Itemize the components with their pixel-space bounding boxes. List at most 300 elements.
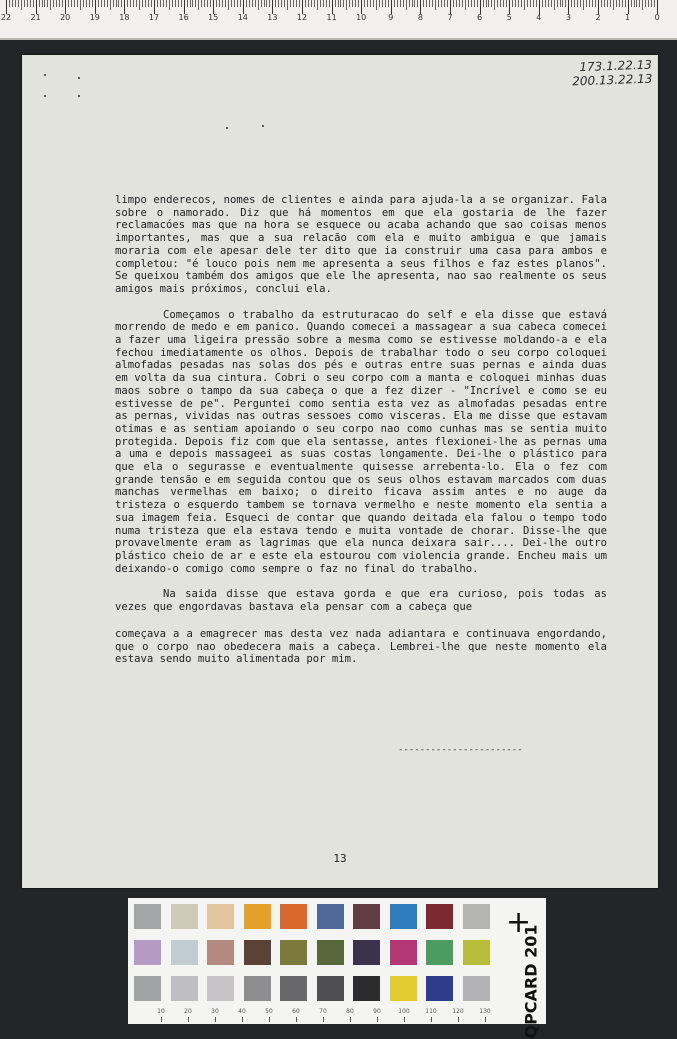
ruler-minor-tick — [77, 0, 78, 7]
ruler-minor-tick — [269, 0, 270, 7]
ruler-minor-tick — [190, 0, 191, 7]
ruler-minor-tick — [172, 0, 173, 7]
ruler-minor-tick — [642, 0, 643, 10]
color-swatch — [390, 904, 417, 929]
ruler-minor-tick — [163, 0, 164, 7]
archive-reference-codes — [571, 58, 652, 89]
ruler-minor-tick — [551, 0, 552, 7]
reference-code: 200.13.22.13 — [571, 71, 653, 89]
ruler-minor-tick — [486, 0, 487, 7]
ruler-major-tick — [480, 0, 481, 14]
ruler-minor-tick — [255, 0, 256, 7]
ruler-minor-tick — [488, 0, 489, 7]
color-swatch — [353, 940, 380, 965]
color-calibration-card — [128, 898, 546, 1039]
ruler-minor-tick — [201, 0, 202, 7]
document-page — [22, 55, 658, 888]
ruler-minor-tick — [500, 0, 501, 7]
card-scale-label: 130 — [479, 1008, 491, 1015]
ruler-minor-tick — [311, 0, 312, 7]
color-swatch — [426, 904, 453, 929]
ruler-minor-tick — [178, 0, 179, 7]
ruler-minor-tick — [616, 0, 617, 7]
ruler-minor-tick — [27, 0, 28, 7]
ruler-minor-tick — [33, 0, 34, 7]
ruler-minor-tick — [530, 0, 531, 7]
ruler-minor-tick — [571, 0, 572, 7]
card-scale-tick — [242, 1017, 243, 1022]
ruler-minor-tick — [651, 0, 652, 7]
ruler-minor-tick — [42, 0, 43, 7]
ruler-minor-tick — [601, 0, 602, 7]
ruler-minor-tick — [53, 0, 54, 7]
color-swatch — [463, 976, 490, 1001]
ruler-minor-tick — [625, 0, 626, 7]
card-logo: QPCARD 201 — [521, 924, 541, 1039]
ruler-minor-tick — [518, 0, 519, 7]
ruler-minor-tick — [545, 0, 546, 7]
card-scale-label: 30 — [211, 1008, 219, 1015]
ruler-major-tick — [243, 0, 244, 14]
ruler-major-tick — [302, 0, 303, 14]
ruler-minor-tick — [290, 0, 291, 7]
ruler-minor-tick — [62, 0, 63, 7]
ruler-minor-tick — [592, 0, 593, 7]
ruler-minor-tick — [536, 0, 537, 7]
card-scale-label: 120 — [452, 1008, 464, 1015]
ruler-minor-tick — [142, 0, 143, 7]
ruler-minor-tick — [477, 0, 478, 7]
color-swatch — [171, 904, 198, 929]
ruler-minor-tick — [385, 0, 386, 7]
color-swatch — [463, 904, 490, 929]
ruler-label: 1 — [625, 13, 631, 22]
ruler-minor-tick — [589, 0, 590, 7]
ruler-minor-tick — [512, 0, 513, 7]
paragraph: começava a a emagrecer mas desta vez nada adiantara e continuava engordando, que o corpo nao obedecera mais a cabeça. Lembrei-lhe que neste momento ela estava sendo muito alimentada por mim. — [115, 627, 607, 666]
ruler-minor-tick — [59, 0, 60, 7]
ruler-minor-tick — [497, 0, 498, 7]
paragraph: limpo enderecos, nomes de clientes e ainda para ajuda-la a se organizar. Fala sobre o namorado. Diz que há momentos em que ela gostaria de lhe fazer reclamacóes mas que na hora se esquece ou acaba achando que sao coisas menos importantes, mas que a sua relacão com ela e muito ambigua e que jamais moraria com ele apesar dele ter dito que ia construir uma casa para ambos e completou: "é louco pois nem me apresenta a seus filhos e faz estes planos". Se queixou também dos amigos que ele lhe apresenta, nao sao realmente os seus amigos mais próximos, conclui ela. — [115, 194, 607, 295]
punch-mark — [78, 77, 80, 79]
ruler-minor-tick — [24, 0, 25, 7]
card-scale-label: 110 — [425, 1008, 437, 1015]
ruler-minor-tick — [252, 0, 253, 7]
ruler-minor-tick — [456, 0, 457, 7]
ruler-major-tick — [568, 0, 569, 14]
ruler-minor-tick — [219, 0, 220, 7]
color-swatch — [463, 940, 490, 965]
ruler-minor-tick — [104, 0, 105, 7]
ruler-minor-tick — [604, 0, 605, 7]
ruler-minor-tick — [83, 0, 84, 7]
ruler-minor-tick — [166, 0, 167, 7]
color-swatch — [317, 904, 344, 929]
ruler-minor-tick — [459, 0, 460, 7]
card-scale-label: 20 — [184, 1008, 192, 1015]
ruler-minor-tick — [610, 0, 611, 7]
color-swatch — [207, 940, 234, 965]
ruler-minor-tick — [494, 0, 495, 10]
ruler-major-tick — [450, 0, 451, 14]
ruler-label: 16 — [178, 13, 189, 22]
ruler-minor-tick — [86, 0, 87, 7]
ruler-minor-tick — [136, 0, 137, 7]
ruler-major-tick — [332, 0, 333, 14]
typed-underline: ----------------------- — [398, 745, 523, 755]
ruler-minor-tick — [560, 0, 561, 7]
ruler-minor-tick — [21, 0, 22, 10]
ruler-minor-tick — [133, 0, 134, 7]
card-scale — [134, 1008, 492, 1022]
crosshair-icon: + — [506, 905, 532, 940]
punch-mark — [44, 74, 46, 76]
ruler-minor-tick — [373, 0, 374, 7]
ruler-minor-tick — [364, 0, 365, 7]
ruler-major-tick — [154, 0, 155, 14]
ruler-major-tick — [598, 0, 599, 14]
color-swatch — [317, 940, 344, 965]
ruler-minor-tick — [352, 0, 353, 7]
color-swatch — [134, 904, 161, 929]
ruler-label: 15 — [208, 13, 219, 22]
ruler-minor-tick — [266, 0, 267, 7]
ruler-label: 20 — [60, 13, 71, 22]
color-swatch — [390, 976, 417, 1001]
ruler-minor-tick — [195, 0, 196, 7]
card-scale-label: 70 — [319, 1008, 327, 1015]
ruler-minor-tick — [577, 0, 578, 7]
ruler-minor-tick — [116, 0, 117, 7]
ruler-minor-tick — [648, 0, 649, 7]
ruler-minor-tick — [414, 0, 415, 7]
color-swatch — [134, 940, 161, 965]
card-scale-tick — [161, 1017, 162, 1022]
ruler-minor-tick — [634, 0, 635, 7]
ruler-label: 12 — [296, 13, 308, 22]
color-swatch — [280, 976, 307, 1001]
ruler-minor-tick — [98, 0, 99, 7]
ruler-minor-tick — [515, 0, 516, 7]
ruler-minor-tick — [92, 0, 93, 7]
ruler-major-tick — [95, 0, 96, 14]
ruler-label: 8 — [417, 13, 423, 22]
ruler-major-tick — [272, 0, 273, 14]
ruler-minor-tick — [249, 0, 250, 7]
ruler-minor-tick — [447, 0, 448, 7]
ruler-minor-tick — [613, 0, 614, 10]
ruler-minor-tick — [586, 0, 587, 7]
typed-text-body — [115, 194, 607, 679]
ruler-minor-tick — [636, 0, 637, 7]
ruler-minor-tick — [145, 0, 146, 7]
ruler-minor-tick — [240, 0, 241, 7]
ruler-minor-tick — [323, 0, 324, 7]
ruler-major-tick — [361, 0, 362, 14]
ruler-minor-tick — [622, 0, 623, 7]
color-swatch — [207, 904, 234, 929]
ruler-label: 19 — [89, 13, 100, 22]
card-scale-label: 10 — [157, 1008, 165, 1015]
ruler-label: 22 — [0, 13, 12, 22]
ruler-minor-tick — [565, 0, 566, 7]
ruler-minor-tick — [9, 0, 10, 7]
ruler-minor-tick — [169, 0, 170, 10]
ruler-minor-tick — [426, 0, 427, 7]
ruler-label: 6 — [477, 13, 483, 22]
ruler-major-tick — [6, 0, 7, 14]
ruler-minor-tick — [429, 0, 430, 7]
color-swatch — [171, 940, 198, 965]
ruler-minor-tick — [326, 0, 327, 7]
ruler-minor-tick — [367, 0, 368, 7]
ruler-minor-tick — [101, 0, 102, 7]
ruler-minor-tick — [258, 0, 259, 10]
page-number: 13 — [333, 852, 347, 865]
ruler-minor-tick — [506, 0, 507, 7]
ruler-minor-tick — [187, 0, 188, 7]
ruler-minor-tick — [287, 0, 288, 10]
ruler-major-tick — [628, 0, 629, 14]
ruler-minor-tick — [444, 0, 445, 7]
ruler-minor-tick — [432, 0, 433, 7]
ruler-minor-tick — [12, 0, 13, 7]
ruler-minor-tick — [44, 0, 45, 7]
ruler-minor-tick — [275, 0, 276, 7]
ruler-minor-tick — [228, 0, 229, 10]
color-swatch — [244, 904, 271, 929]
ruler-minor-tick — [338, 0, 339, 7]
ruler-minor-tick — [237, 0, 238, 7]
ruler-major-tick — [391, 0, 392, 14]
card-scale-label: 80 — [346, 1008, 354, 1015]
ruler-minor-tick — [483, 0, 484, 7]
ruler-minor-tick — [56, 0, 57, 7]
ruler-minor-tick — [71, 0, 72, 7]
color-swatch — [244, 940, 271, 965]
ruler-minor-tick — [462, 0, 463, 7]
color-swatch — [353, 976, 380, 1001]
measurement-ruler — [0, 0, 677, 40]
ruler-minor-tick — [453, 0, 454, 7]
ruler-minor-tick — [207, 0, 208, 7]
ruler-major-tick — [36, 0, 37, 14]
ruler-minor-tick — [465, 0, 466, 10]
ruler-minor-tick — [329, 0, 330, 7]
ruler-minor-tick — [595, 0, 596, 7]
ruler-minor-tick — [308, 0, 309, 7]
ruler-label: 10 — [356, 13, 367, 22]
ruler-minor-tick — [340, 0, 341, 7]
color-swatch — [353, 904, 380, 929]
color-swatch — [207, 976, 234, 1001]
card-scale-tick — [485, 1017, 486, 1022]
card-scale-tick — [323, 1017, 324, 1022]
ruler-minor-tick — [388, 0, 389, 7]
ruler-minor-tick — [335, 0, 336, 7]
ruler-minor-tick — [580, 0, 581, 7]
ruler-minor-tick — [18, 0, 19, 7]
color-swatch — [280, 940, 307, 965]
color-swatch — [317, 976, 344, 1001]
ruler-minor-tick — [261, 0, 262, 7]
ruler-minor-tick — [68, 0, 69, 7]
ruler-minor-tick — [548, 0, 549, 7]
ruler-minor-tick — [160, 0, 161, 7]
ruler-major-tick — [65, 0, 66, 14]
ruler-minor-tick — [175, 0, 176, 7]
ruler-label: 4 — [536, 13, 542, 22]
punch-mark — [78, 95, 80, 97]
ruler-minor-tick — [491, 0, 492, 7]
ruler-label: 21 — [30, 13, 41, 22]
color-swatch — [426, 940, 453, 965]
color-swatch — [134, 976, 161, 1001]
punch-mark — [44, 95, 46, 97]
ruler-minor-tick — [468, 0, 469, 7]
card-brand — [496, 902, 542, 1039]
ruler-label: 5 — [506, 13, 512, 22]
ruler-minor-tick — [320, 0, 321, 7]
ruler-minor-tick — [107, 0, 108, 7]
ruler-minor-tick — [400, 0, 401, 7]
ruler-label: 17 — [148, 13, 160, 22]
ruler-minor-tick — [80, 0, 81, 10]
card-scale-tick — [269, 1017, 270, 1022]
ruler-major-tick — [184, 0, 185, 14]
paragraph: Começamos o trabalho da estruturacao do self e ela disse que estavá morrendo de medo e em panico. Quando comecei a massagear a sua cabeca comecei a fazer uma ligeira pressão sobre a mesma como se estivesse moldando-a e ela fechou imediatamente os olhos. Depois de trabalhar todo o seu corpo coloquei almofadas pesadas nas solas dos pés e outras entre suas pernas e ainda duas em volta da sua cintura. Cobri o seu corpo com a manta e coloquei minhas duas maos sobre o tampo da sua cabeça o que a fez dizer - "Incrível e como se eu estivesse de pe". Perguntei como sentia esta vez as almofadas pesadas entre as pernas, vividas nas outras sessoes como visceras. Ela me disse que estavam otimas e as sentiam apoiando o seu corpo nao como cunhas mas se sentia muito protegida. Depois fiz com que ela sentasse, antes flexionei-lhe as pernas uma a uma e depois massageei as suas costas longamente. Dei-lhe o plástico para que ela o segurasse e eventualmente quisesse arrebenta-lo. Ela o fez com grande tensão e em seguida contou que os seus olhos estavam marcados com duas manchas vermelhas em baixo; o direito ficava assim antes e no auge da tristeza o esquerdo tambem se tornava vermelho e neste momento ela sentia a sua imagem feia. Esqueci de contar que quando deitada ela falou o tempo todo numa tristeza que ela estava tendo e muita vontade de chorar. Disse-lhe que provavelmente eram as lagrimas que ela nunca deixara sair.... Dei-lhe outro plástico cheio de ar e este ela estourou com violencia grande. Encheu mais um deixando-o comigo como sempre o faz no final do trabalho. — [115, 308, 607, 575]
ruler-minor-tick — [527, 0, 528, 7]
punch-mark — [262, 125, 264, 127]
ruler-minor-tick — [441, 0, 442, 7]
color-swatch — [171, 976, 198, 1001]
ruler-minor-tick — [554, 0, 555, 10]
ruler-minor-tick — [438, 0, 439, 7]
ruler-minor-tick — [113, 0, 114, 7]
card-scale-label: 50 — [265, 1008, 273, 1015]
ruler-minor-tick — [382, 0, 383, 7]
card-scale-tick — [377, 1017, 378, 1022]
ruler-minor-tick — [110, 0, 111, 10]
card-scale-tick — [188, 1017, 189, 1022]
ruler-minor-tick — [557, 0, 558, 7]
ruler-minor-tick — [645, 0, 646, 7]
ruler-minor-tick — [181, 0, 182, 7]
ruler-minor-tick — [74, 0, 75, 7]
ruler-minor-tick — [423, 0, 424, 7]
ruler-minor-tick — [15, 0, 16, 7]
ruler-minor-tick — [533, 0, 534, 7]
ruler-minor-tick — [225, 0, 226, 7]
color-swatch — [390, 940, 417, 965]
ruler-minor-tick — [412, 0, 413, 7]
ruler-minor-tick — [474, 0, 475, 7]
ruler-label: 9 — [388, 13, 394, 22]
ruler-minor-tick — [376, 0, 377, 10]
ruler-minor-tick — [503, 0, 504, 7]
ruler-minor-tick — [296, 0, 297, 7]
ruler-minor-tick — [50, 0, 51, 10]
ruler-label: 7 — [447, 13, 453, 22]
ruler-major-tick — [213, 0, 214, 14]
ruler-minor-tick — [417, 0, 418, 7]
ruler-minor-tick — [562, 0, 563, 7]
card-scale-tick — [296, 1017, 297, 1022]
color-swatch — [244, 976, 271, 1001]
ruler-minor-tick — [574, 0, 575, 7]
ruler-minor-tick — [471, 0, 472, 7]
ruler-minor-tick — [30, 0, 31, 7]
ruler-minor-tick — [524, 0, 525, 10]
ruler-minor-tick — [148, 0, 149, 7]
ruler-minor-tick — [435, 0, 436, 10]
ruler-minor-tick — [157, 0, 158, 7]
paragraph: Na saida disse que estava gorda e que era curioso, pois todas as vezes que engordavas bastava ela pensar com a cabeça que — [115, 588, 607, 614]
ruler-minor-tick — [151, 0, 152, 7]
ruler-major-tick — [124, 0, 125, 14]
ruler-minor-tick — [358, 0, 359, 7]
ruler-minor-tick — [299, 0, 300, 7]
ruler-minor-tick — [409, 0, 410, 7]
punch-mark — [226, 127, 228, 129]
ruler-minor-tick — [210, 0, 211, 7]
ruler-minor-tick — [314, 0, 315, 7]
ruler-minor-tick — [231, 0, 232, 7]
ruler-label: 3 — [565, 13, 571, 22]
ruler-minor-tick — [379, 0, 380, 7]
ruler-minor-tick — [406, 0, 407, 10]
ruler-minor-tick — [264, 0, 265, 7]
ruler-minor-tick — [521, 0, 522, 7]
ruler-major-tick — [420, 0, 421, 14]
reference-code: 173.1.22.13 — [578, 57, 652, 75]
ruler-minor-tick — [204, 0, 205, 7]
ruler-minor-tick — [216, 0, 217, 7]
ruler-minor-tick — [631, 0, 632, 7]
ruler-label: 13 — [267, 13, 278, 22]
ruler-minor-tick — [317, 0, 318, 10]
ruler-minor-tick — [222, 0, 223, 7]
ruler-minor-tick — [281, 0, 282, 7]
card-scale-label: 60 — [292, 1008, 300, 1015]
ruler-label: 2 — [595, 13, 601, 22]
ruler-minor-tick — [639, 0, 640, 7]
card-scale-label: 100 — [398, 1008, 410, 1015]
ruler-minor-tick — [349, 0, 350, 7]
card-scale-label: 90 — [373, 1008, 381, 1015]
ruler-minor-tick — [542, 0, 543, 7]
card-scale-label: 40 — [238, 1008, 246, 1015]
ruler-minor-tick — [607, 0, 608, 7]
ruler-minor-tick — [89, 0, 90, 7]
card-scale-tick — [404, 1017, 405, 1022]
ruler-minor-tick — [343, 0, 344, 7]
ruler-label: 14 — [237, 13, 248, 22]
ruler-label: 11 — [326, 13, 337, 22]
ruler-label: 18 — [119, 13, 130, 22]
ruler-label: 0 — [654, 13, 660, 22]
ruler-major-tick — [539, 0, 540, 14]
ruler-minor-tick — [619, 0, 620, 7]
ruler-minor-tick — [130, 0, 131, 7]
ruler-minor-tick — [394, 0, 395, 7]
color-swatch — [426, 976, 453, 1001]
ruler-minor-tick — [355, 0, 356, 7]
ruler-minor-tick — [47, 0, 48, 7]
ruler-minor-tick — [397, 0, 398, 7]
ruler-minor-tick — [118, 0, 119, 7]
ruler-minor-tick — [39, 0, 40, 7]
